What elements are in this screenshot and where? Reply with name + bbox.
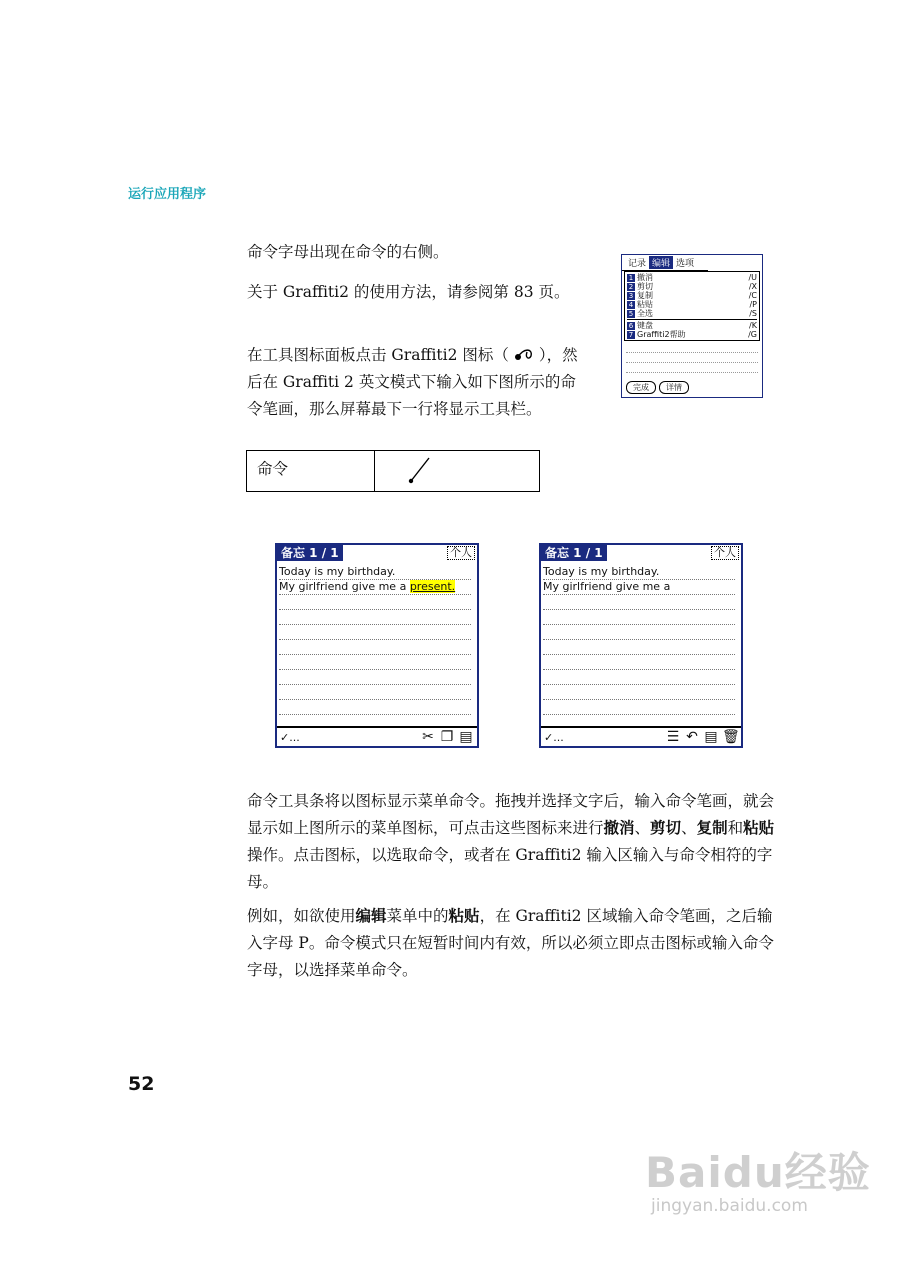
- memo-line: [279, 625, 471, 640]
- p4-sep: 、: [681, 819, 697, 837]
- baidu-watermark: [645, 1140, 871, 1216]
- paste-icon[interactable]: ▤: [459, 729, 473, 745]
- menu-tab-record[interactable]: 记录: [628, 259, 647, 269]
- undo-icon[interactable]: ↶: [686, 729, 698, 745]
- command-stroke-icon: [375, 451, 538, 491]
- command-mode-indicator: ✓...: [280, 730, 300, 744]
- memo-title: 备忘 1 / 1: [541, 545, 607, 561]
- term-cut: 剪切: [650, 819, 682, 837]
- memo-line: [279, 655, 471, 670]
- menu-item-label: 撤消: [637, 273, 653, 282]
- paragraph-toolbar-description: [247, 788, 775, 896]
- memo-line: [279, 685, 471, 700]
- memo-body[interactable]: [279, 565, 471, 715]
- done-button[interactable]: 完成: [626, 381, 656, 394]
- watermark-logo: Baidu经验: [645, 1148, 871, 1197]
- p4-text-a: 命令工具条将以图标显示菜单命令。拖拽并选择文字后，输入命令笔画，就会显示如上图所示的菜单图标，可点击这些图标来进行: [247, 792, 775, 837]
- menu-item-number: 2: [628, 283, 634, 291]
- menu-item-label: 粘贴: [637, 300, 653, 309]
- memo-line: [543, 640, 735, 655]
- term-paste: 粘贴: [448, 907, 480, 925]
- menu-divider: [627, 319, 757, 320]
- paste-icon[interactable]: ▤: [704, 729, 718, 745]
- edit-menu-screenshot: [621, 254, 763, 398]
- menu-item-cut[interactable]: [627, 282, 757, 291]
- p5-text-c: ，在 Graffiti2 区域输入命令笔画，之后输入字母 P。命令模式只在短暂时间内有效，所以必须立即点击图标或输入命令字母，以选择菜单命令。: [247, 907, 774, 979]
- menu-item-select-all[interactable]: [627, 309, 757, 318]
- menu-tab-edit[interactable]: 编辑: [649, 256, 673, 269]
- menu-item-shortcut: /U: [748, 273, 757, 282]
- menu-tab-options[interactable]: 选项: [676, 259, 695, 269]
- memo-line: [279, 640, 471, 655]
- p3-text-a: 在工具图标面板点击 Graffiti2 图标（: [247, 346, 509, 364]
- menu-item-number: 5: [628, 310, 634, 318]
- details-button[interactable]: 详情: [659, 381, 689, 394]
- memo-line: [279, 595, 471, 610]
- command-stroke-cell: [375, 451, 539, 491]
- command-toolbar: [277, 726, 477, 746]
- cut-icon[interactable]: ✂: [422, 729, 434, 745]
- menu-item-copy[interactable]: [627, 291, 757, 300]
- category-selector[interactable]: 个人: [447, 546, 475, 560]
- menu-item-number: 1: [628, 274, 634, 282]
- memo-screenshot-selected: [275, 543, 479, 748]
- copy-icon[interactable]: ❐: [440, 729, 454, 745]
- command-mode-indicator: ✓...: [544, 730, 564, 744]
- term-paste: 粘贴: [743, 819, 775, 837]
- paragraph-command-letter: 命令字母出现在命令的右侧。: [247, 243, 449, 261]
- p5-text-a: 例如，如欲使用: [247, 907, 356, 925]
- memo-line: [543, 595, 735, 610]
- page-number: 52: [128, 1073, 155, 1095]
- selected-text[interactable]: present.: [409, 580, 456, 593]
- memo-line: [279, 610, 471, 625]
- memo-line: [543, 625, 735, 640]
- menu-item-label: 剪切: [637, 282, 653, 291]
- p3-text-b: ），然后在 Graffiti 2 英文模式下输入如下图所示的命令笔画，那么屏幕最下一行将显示工具栏。: [247, 346, 578, 418]
- memo-line: Today is my birthday.: [543, 565, 735, 580]
- term-undo: 撤消: [603, 819, 635, 837]
- delete-icon[interactable]: 🗑: [722, 729, 740, 745]
- menu-item-keyboard[interactable]: [627, 321, 757, 330]
- menu-item-label: 全选: [637, 309, 653, 318]
- p4-sep: 、: [634, 819, 651, 837]
- command-stroke-table: [246, 450, 540, 492]
- menu-item-shortcut: /K: [749, 321, 757, 330]
- menu-buttons: [626, 381, 689, 394]
- memo-line: [543, 685, 735, 700]
- menu-item-shortcut: /S: [749, 309, 757, 318]
- edit-menu-list: [624, 271, 760, 341]
- menu-item-graffiti-help[interactable]: [627, 330, 757, 339]
- menu-item-number: 4: [628, 301, 634, 309]
- memo-line: [279, 700, 471, 715]
- memo-body[interactable]: [543, 565, 735, 715]
- menu-tabs: [622, 255, 708, 271]
- command-toolbar: [541, 726, 741, 746]
- p4-text-b: 操作。点击图标，以选取命令，或者在 Graffiti2 输入区输入与命令相符的字母。: [247, 846, 773, 891]
- graffiti-icon: [509, 346, 539, 362]
- menu-item-label: 键盘: [637, 321, 653, 330]
- menu-background-lines: [626, 343, 758, 373]
- term-edit: 编辑: [355, 907, 387, 925]
- p4-and: 和: [727, 819, 744, 837]
- menu-item-shortcut: /C: [748, 291, 757, 300]
- memo-line: [543, 610, 735, 625]
- p5-text-b: 菜单中的: [386, 907, 449, 925]
- menu-item-paste[interactable]: [627, 300, 757, 309]
- menu-item-undo[interactable]: [627, 273, 757, 282]
- section-header: 运行应用程序: [128, 187, 207, 202]
- term-copy: 复制: [696, 819, 728, 837]
- memo-line: [543, 670, 735, 685]
- menu-item-number: 3: [628, 292, 634, 300]
- menu-item-number: 7: [628, 331, 634, 339]
- menu-item-shortcut: /G: [748, 330, 757, 339]
- menu-item-shortcut: /P: [749, 300, 757, 309]
- menu-item-number: 6: [628, 322, 634, 330]
- paragraph-graffiti-icon: [247, 342, 587, 423]
- memo-line: [543, 655, 735, 670]
- category-selector[interactable]: 个人: [711, 546, 739, 560]
- paragraph-graffiti-ref: 关于 Graffiti2 的使用方法，请参阅第 83 页。: [247, 283, 570, 301]
- memo-line: [279, 580, 471, 595]
- memo-line: [543, 700, 735, 715]
- memo-line: [279, 670, 471, 685]
- watermark-url: jingyan.baidu.com: [651, 1196, 808, 1216]
- memo-text: My girlfriend give me a: [279, 580, 410, 593]
- memo-screenshot-unselected: [539, 543, 743, 748]
- memo-line: Today is my birthday.: [279, 565, 471, 580]
- menu-item-label: Graffiti2帮助: [637, 330, 686, 339]
- paragraph-example: [247, 903, 775, 984]
- memo-title: 备忘 1 / 1: [277, 545, 343, 561]
- menu-item-shortcut: /X: [748, 282, 757, 291]
- menu-item-label: 复制: [637, 291, 653, 300]
- beam-icon[interactable]: ☰: [666, 729, 680, 745]
- memo-line: My girlfriend give me a: [543, 580, 735, 595]
- command-label: 命令: [247, 451, 375, 491]
